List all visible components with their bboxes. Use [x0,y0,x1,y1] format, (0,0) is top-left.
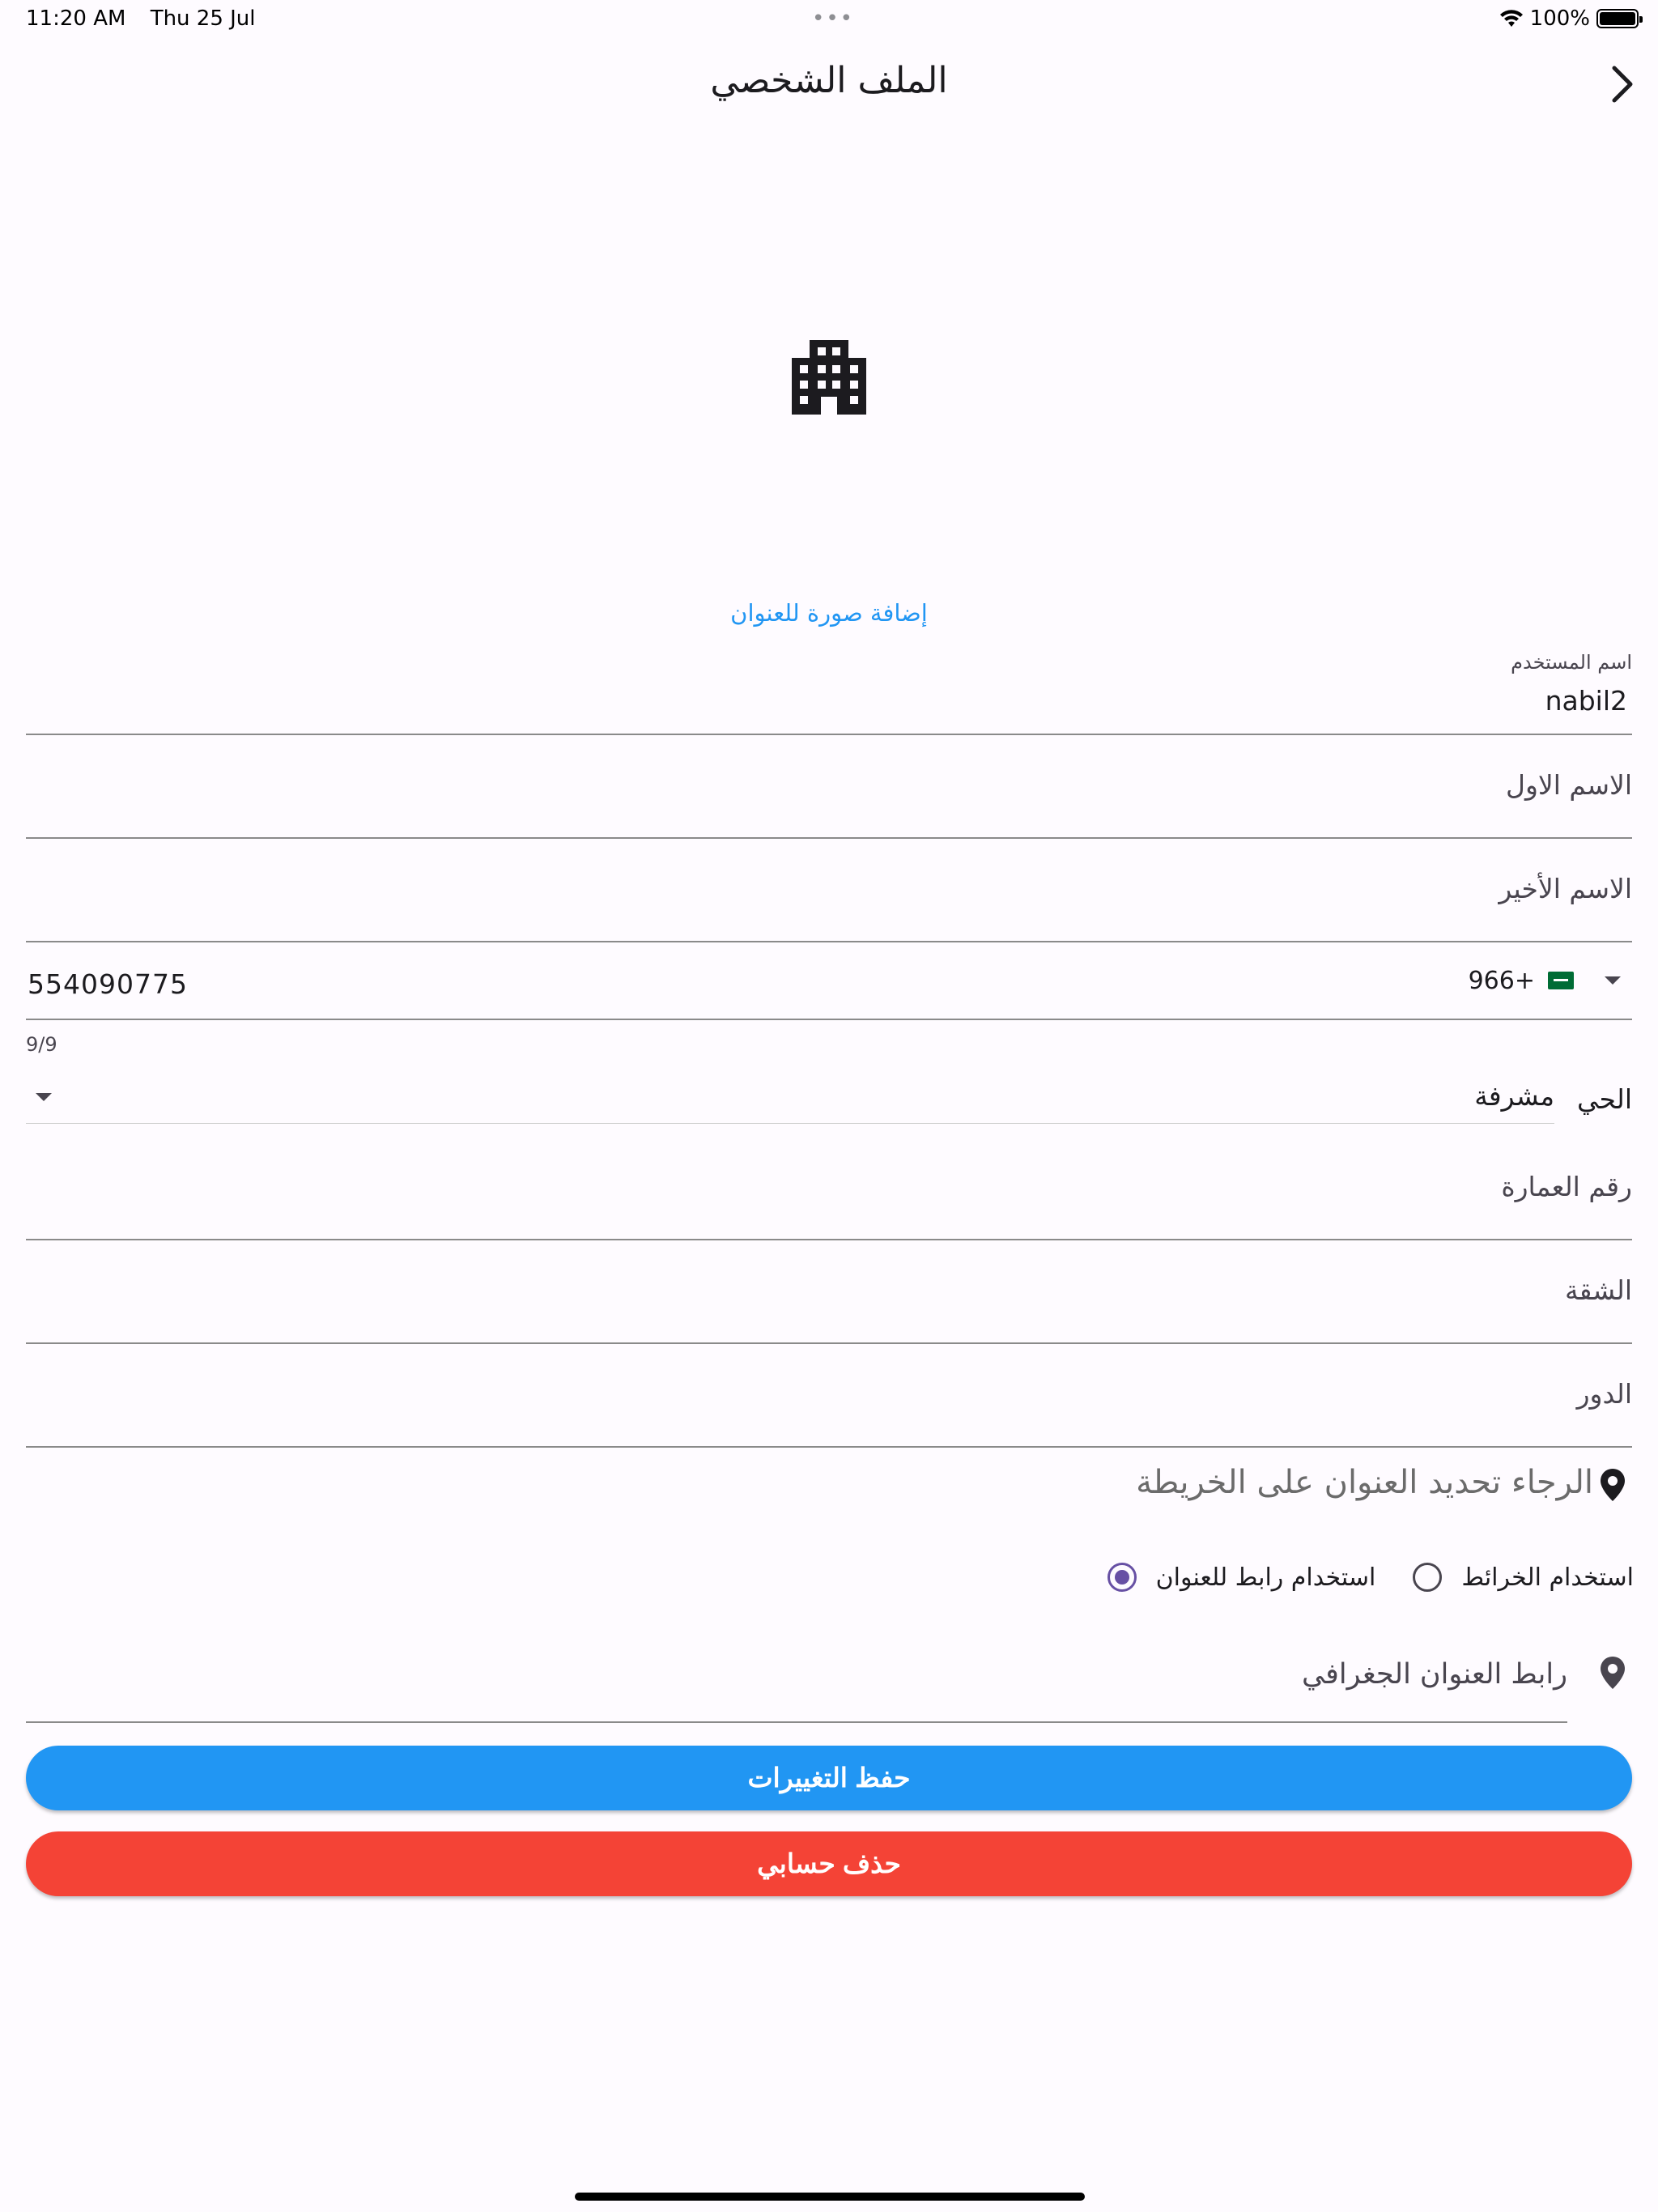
last-name-placeholder: الاسم الأخير [1499,873,1632,904]
phone-field[interactable] [26,942,1632,1020]
home-indicator[interactable] [575,2193,1085,2201]
phone-value: 554090775 [28,968,188,1000]
radio-label-link: استخدام رابط للعنوان [1155,1563,1376,1592]
wifi-icon [1499,9,1524,28]
battery-percent: 100% [1529,6,1590,31]
geo-link-field[interactable] [26,1636,1567,1723]
apartment-placeholder: الشقة [1564,1274,1632,1306]
battery-icon [1596,9,1639,28]
username-value: nabil2 [1545,685,1627,717]
district-value: مشرفة [1474,1080,1554,1112]
floor-field[interactable] [26,1344,1632,1448]
first-name-placeholder: الاسم الاول [1506,769,1632,801]
radio-option-link[interactable] [1107,1563,1376,1592]
location-pin-icon [1598,1655,1627,1691]
chevron-down-icon [1605,976,1621,985]
status-time: 11:20 AM [26,6,126,31]
building-number-field[interactable] [26,1137,1632,1240]
delete-account-button[interactable]: حذف حسابي [26,1831,1632,1896]
status-bar-right [1499,6,1639,31]
username-label: اسم المستخدم [1511,651,1632,674]
radio-button[interactable] [1413,1563,1442,1592]
apartment-field[interactable] [26,1240,1632,1344]
radio-button-selected[interactable] [1107,1563,1137,1592]
multitasking-dots[interactable]: ••• [812,6,855,31]
building-number-placeholder: رقم العمارة [1501,1171,1632,1202]
map-hint[interactable]: الرجاء تحديد العنوان على الخريطة [1136,1464,1593,1501]
save-changes-button[interactable]: حفظ التغييرات [26,1746,1632,1810]
saudi-flag-icon [1548,972,1574,989]
status-date: Thu 25 Jul [150,6,256,31]
chevron-right-icon[interactable] [1606,63,1639,105]
username-field[interactable] [26,651,1632,735]
phone-char-counter: 9/9 [26,1033,57,1056]
location-pin-icon [1598,1467,1627,1503]
address-mode-radio-group [1083,1563,1634,1592]
country-code: 966+ [1468,967,1535,995]
chevron-down-icon [36,1093,52,1101]
country-code-selector[interactable] [1470,942,1632,1020]
district-label: الحي [1576,1083,1632,1115]
add-image-link[interactable]: إضافة صورة للعنوان [730,599,928,627]
first-name-field[interactable] [26,735,1632,839]
last-name-field[interactable] [26,839,1632,942]
radio-option-maps[interactable] [1413,1563,1634,1592]
page-title: الملف الشخصي [710,60,948,101]
building-icon[interactable] [792,340,866,415]
radio-label-maps: استخدام الخرائط [1461,1563,1634,1592]
district-dropdown[interactable] [26,1067,1554,1124]
status-bar-left [26,6,274,31]
geo-link-placeholder: رابط العنوان الجغرافي [1302,1658,1567,1691]
floor-placeholder: الدور [1576,1378,1632,1410]
